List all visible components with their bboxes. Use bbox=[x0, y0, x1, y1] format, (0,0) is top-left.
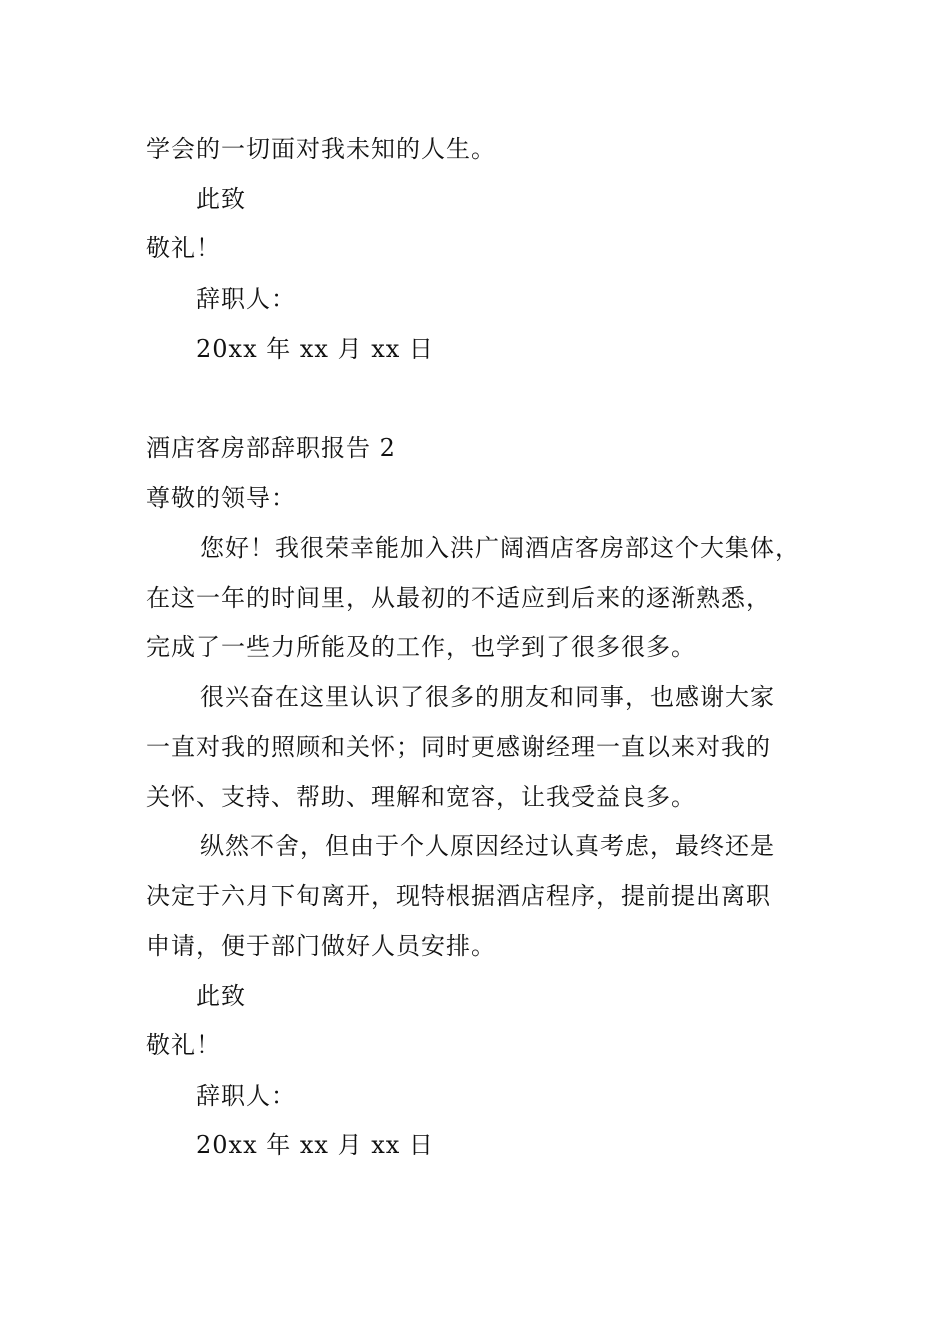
closing-line: 学会的一切面对我未知的人生。 bbox=[146, 135, 496, 163]
salutation-jingli: 敬礼！ bbox=[146, 234, 221, 262]
report-title: 酒店客房部辞职报告 2 bbox=[146, 434, 396, 462]
paragraph-1-line-1: 您好！我很荣幸能加入洪广阔酒店客房部这个大集体， bbox=[200, 534, 800, 562]
paragraph-3-line-3: 申请，便于部门做好人员安排。 bbox=[146, 932, 496, 960]
paragraph-3-line-1: 纵然不舍，但由于个人原因经过认真考虑，最终还是 bbox=[200, 832, 775, 860]
paragraph-2-line-3: 关怀、支持、帮助、理解和宽容，让我受益良多。 bbox=[146, 783, 696, 811]
paragraph-2-line-1: 很兴奋在这里认识了很多的朋友和同事，也感谢大家 bbox=[200, 683, 775, 711]
signer-label-2: 辞职人： bbox=[196, 1082, 296, 1110]
paragraph-2-line-2: 一直对我的照顾和关怀；同时更感谢经理一直以来对我的 bbox=[146, 733, 771, 761]
paragraph-1-line-3: 完成了一些力所能及的工作，也学到了很多很多。 bbox=[146, 633, 696, 661]
date-line: 20xx 年 xx 月 xx 日 bbox=[196, 335, 434, 363]
paragraph-1-line-2: 在这一年的时间里，从最初的不适应到后来的逐渐熟悉， bbox=[146, 584, 771, 612]
paragraph-3-line-2: 决定于六月下旬离开，现特根据酒店程序，提前提出离职 bbox=[146, 882, 771, 910]
salutation-cizhi-2: 此致 bbox=[196, 982, 246, 1010]
salutation-jingli-2: 敬礼！ bbox=[146, 1031, 221, 1059]
greeting: 尊敬的领导： bbox=[146, 484, 296, 512]
signer-label: 辞职人： bbox=[196, 285, 296, 313]
date-line-2: 20xx 年 xx 月 xx 日 bbox=[196, 1131, 434, 1159]
salutation-cizhi: 此致 bbox=[196, 185, 246, 213]
